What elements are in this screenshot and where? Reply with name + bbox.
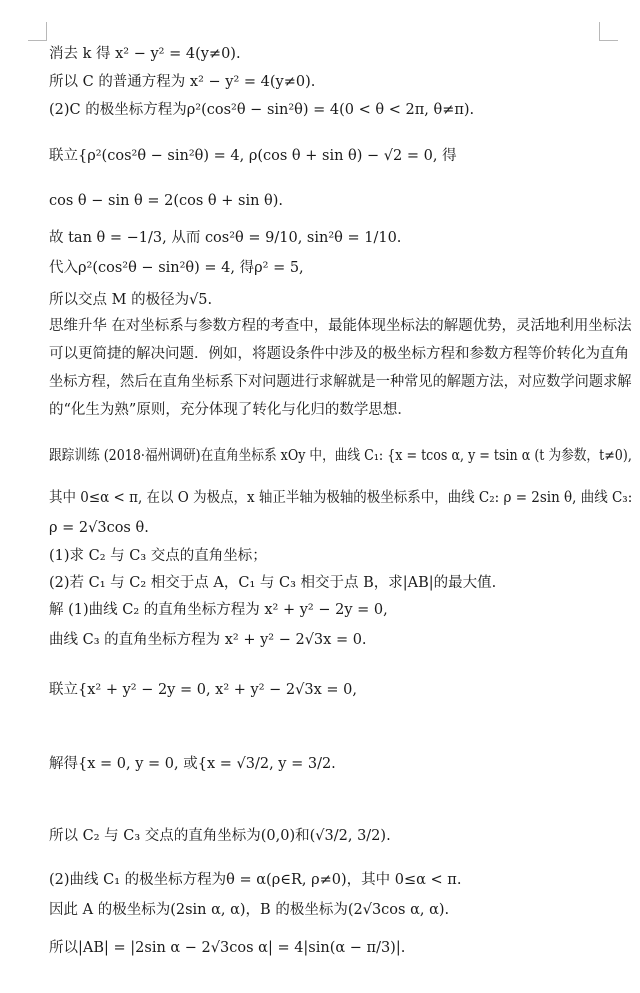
text-line: 曲线 C₃ 的直角坐标方程为 x² + y² − 2√3x = 0. <box>49 632 367 648</box>
text-line: (2)若 C₁ 与 C₂ 相交于点 A，C₁ 与 C₃ 相交于点 B，求|AB|的最大值. <box>49 575 497 591</box>
text-line: 解得{x = 0, y = 0, 或{x = √3/2, y = 3/2. <box>49 756 336 772</box>
text-line: 思维升华 在对坐标系与参数方程的考查中，最能体现坐标法的解题优势，灵活地利用坐标法 <box>49 318 632 334</box>
text-line: 代入ρ²(cos²θ − sin²θ) = 4, 得ρ² = 5, <box>49 260 304 276</box>
text-line: 解 (1)曲线 C₂ 的直角坐标方程为 x² + y² − 2y = 0, <box>49 602 388 618</box>
text-line: 消去 k 得 x² − y² = 4(y≠0). <box>49 46 241 62</box>
page-corner-mark-right <box>599 22 618 41</box>
text-line: 跟踪训练 (2018·福州调研)在直角坐标系 xOy 中，曲线 C₁: {x = tcos α, y = tsin α (t 为参数，t≠0), <box>49 448 632 464</box>
page-corner-mark-left <box>28 22 47 41</box>
text-line: 故 tan θ = −1/3, 从而 cos²θ = 9/10, sin²θ = 1/10. <box>49 230 402 246</box>
text-line: 所以 C₂ 与 C₃ 交点的直角坐标为(0,0)和(√3/2, 3/2). <box>49 828 391 844</box>
text-line: 所以交点 M 的极径为√5. <box>49 292 213 308</box>
text-line: (2)C 的极坐标方程为ρ²(cos²θ − sin²θ) = 4(0 < θ < 2π, θ≠π). <box>49 102 475 118</box>
text-line: 其中 0≤α < π, 在以 O 为极点，x 轴正半轴为极轴的极坐标系中，曲线 C₂: ρ = 2sin θ, 曲线 C₃: <box>49 490 633 506</box>
text-line: cos θ − sin θ = 2(cos θ + sin θ). <box>49 193 284 209</box>
text-line: 的“化生为熟”原则，充分体现了转化与化归的数学思想． <box>49 402 412 418</box>
text-line: 联立{ρ²(cos²θ − sin²θ) = 4, ρ(cos θ + sin θ) − √2 = 0, 得 <box>49 148 457 164</box>
text-line: ρ = 2√3cos θ. <box>49 520 149 536</box>
text-line: 可以更简捷的解决问题．例如，将题设条件中涉及的极坐标方程和参数方程等价转化为直角 <box>49 346 629 362</box>
text-line: (2)曲线 C₁ 的极坐标方程为θ = α(ρ∈R, ρ≠0)，其中 0≤α < π. <box>49 872 462 888</box>
text-line: 所以|AB| = |2sin α − 2√3cos α| = 4|sin(α − π/3)|. <box>49 940 406 956</box>
text-line: 坐标方程，然后在直角坐标系下对问题进行求解就是一种常见的解题方法，对应数学问题求解 <box>49 374 632 390</box>
text-line: 联立{x² + y² − 2y = 0, x² + y² − 2√3x = 0, <box>49 682 357 698</box>
text-line: 所以 C 的普通方程为 x² − y² = 4(y≠0). <box>49 74 316 90</box>
text-line: 因此 A 的极坐标为(2sin α, α)，B 的极坐标为(2√3cos α, α). <box>49 902 450 918</box>
text-line: (1)求 C₂ 与 C₃ 交点的直角坐标； <box>49 548 267 564</box>
